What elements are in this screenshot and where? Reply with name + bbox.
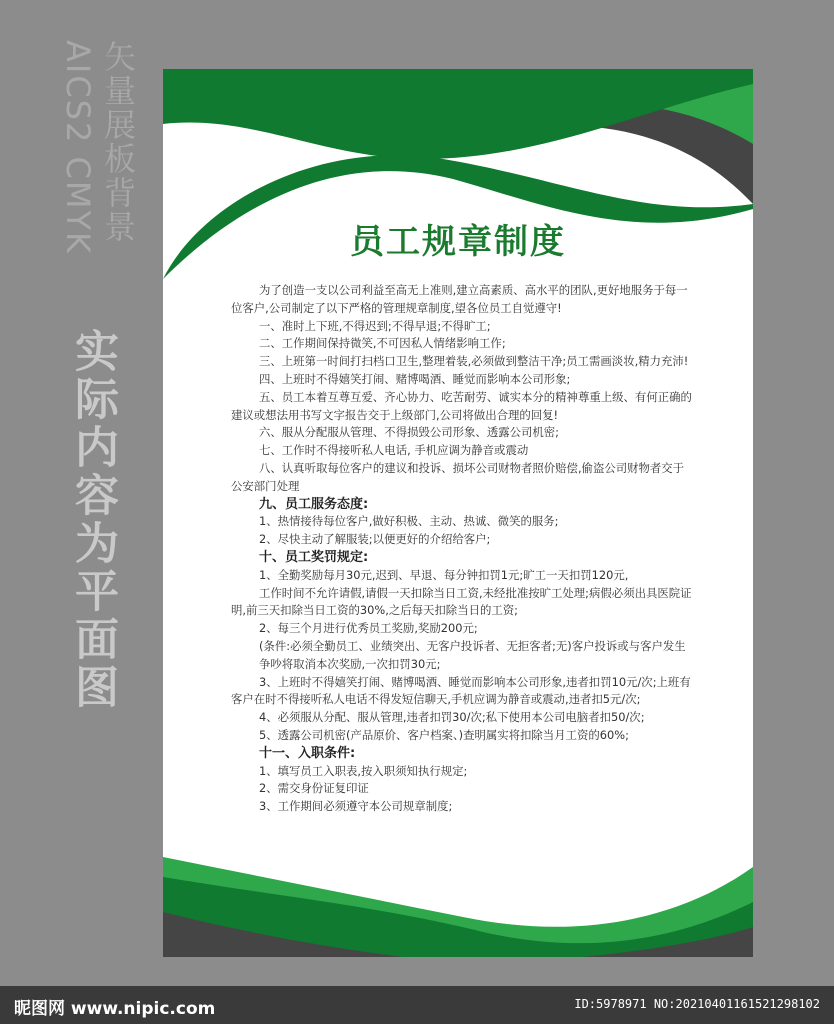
rule-paragraph: 2、需交身份证复印证 — [259, 781, 369, 796]
rule-paragraph: 八、认真听取每位客户的建议和投诉、损坏公司财物者照价赔偿,偷盗公司财物者交于公安部门处理 — [231, 460, 685, 493]
section-heading: 十一、入职条件: — [259, 745, 356, 761]
footer-bar — [0, 986, 834, 1024]
bottom-wave-decoration — [163, 857, 753, 957]
rule-paragraph: 1、热情接待每位客户,做好积极、主动、热诚、微笑的服务; — [259, 514, 559, 529]
rule-paragraph: 为了创造一支以公司利益至高无上准则,建立高素质、高水平的团队,更好地服务于每一位客户,公司制定了以下严格的管理规章制度,望各位员工自觉遵守! — [231, 283, 688, 315]
rule-paragraph: 1、全勤奖励每月30元,迟到、早退、每分钟扣罚1元;旷工一天扣罚120元, — [259, 567, 629, 582]
rule-paragraph: 4、必须服从分配、服从管理,违者扣罚30/次;私下使用本公司电脑者扣50/次; — [259, 710, 645, 725]
rule-paragraph: (条件:必须全勤员工、业绩突出、无客户投诉者、无拒客者;无)客户投诉或与客户发生争吵将取消本次奖励,一次扣罚30元; — [259, 638, 686, 671]
section-heading: 十、员工奖罚规定: — [259, 549, 369, 565]
rule-paragraph: 七、工作时不得接听私人电话, 手机应调为静音或震动 — [259, 443, 529, 458]
side-title-line-1: 矢量展板背景 — [99, 40, 137, 244]
rule-paragraph: 二、工作期间保持微笑,不可因私人情绪影响工作; — [259, 336, 506, 351]
document-title: 员工规章制度 — [350, 222, 566, 262]
rule-paragraph: 工作时间不允许请假,请假一天扣除当日工资,未经批准按旷工处理;病假必须出具医院证明,前三天扣除当日工资的30%,之后每天扣除当日的工资; — [231, 585, 692, 618]
side-title-line-2: AICS2 CMYK — [59, 40, 97, 255]
side-note: 实际内容为平面图 — [67, 328, 118, 712]
rule-paragraph: 一、准时上下班,不得迟到;不得早退;不得旷工; — [259, 318, 491, 333]
rule-paragraph: 六、服从分配服从管理、不得损毁公司形象、透露公司机密; — [259, 425, 559, 440]
rule-paragraph: 2、尽快主动了解服装;以便更好的介绍给客户; — [259, 532, 491, 547]
rule-paragraph: 2、每三个月进行优秀员工奖励,奖励200元; — [259, 621, 478, 636]
rule-paragraph: 3、工作期间必须遵守本公司规章制度; — [259, 799, 453, 814]
rule-paragraph: 1、填写员工入职表,按入职须知执行规定; — [259, 763, 468, 778]
poster-board — [163, 69, 753, 957]
image-id-text: ID:5978971 NO:20210401161521298102 — [574, 997, 820, 1011]
rule-paragraph: 四、上班时不得嬉笑打闹、赌博喝酒、睡觉而影响本公司形象; — [259, 371, 571, 386]
rule-paragraph: 五、员工本着互尊互爱、齐心协力、吃苦耐劳、诚实本分的精神尊重上级、有何正确的建议或想法用书写文字报告交于上级部门,公司将做出合理的回复! — [231, 389, 692, 422]
nipic-watermark: 昵图网 www.nipic.com — [14, 999, 216, 1019]
rule-paragraph: 三、上班第一时间打扫档口卫生,整理着装,必须做到整洁干净;员工需画淡妆,精力充沛! — [259, 354, 689, 369]
rules-content — [231, 282, 693, 816]
rule-paragraph: 5、透露公司机密(产品原价、客户档案、)查明属实将扣除当月工资的60%; — [259, 727, 629, 742]
rule-paragraph: 3、上班时不得嬉笑打闹、赌博喝酒、睡觉而影响本公司形象,违者扣罚10元/次;上班有客户在时不得接听私人电话不得发短信聊天,手机应调为静音或震动,违者扣5元/次; — [231, 674, 691, 707]
side-title — [58, 40, 138, 255]
section-heading: 九、员工服务态度: — [259, 496, 369, 512]
